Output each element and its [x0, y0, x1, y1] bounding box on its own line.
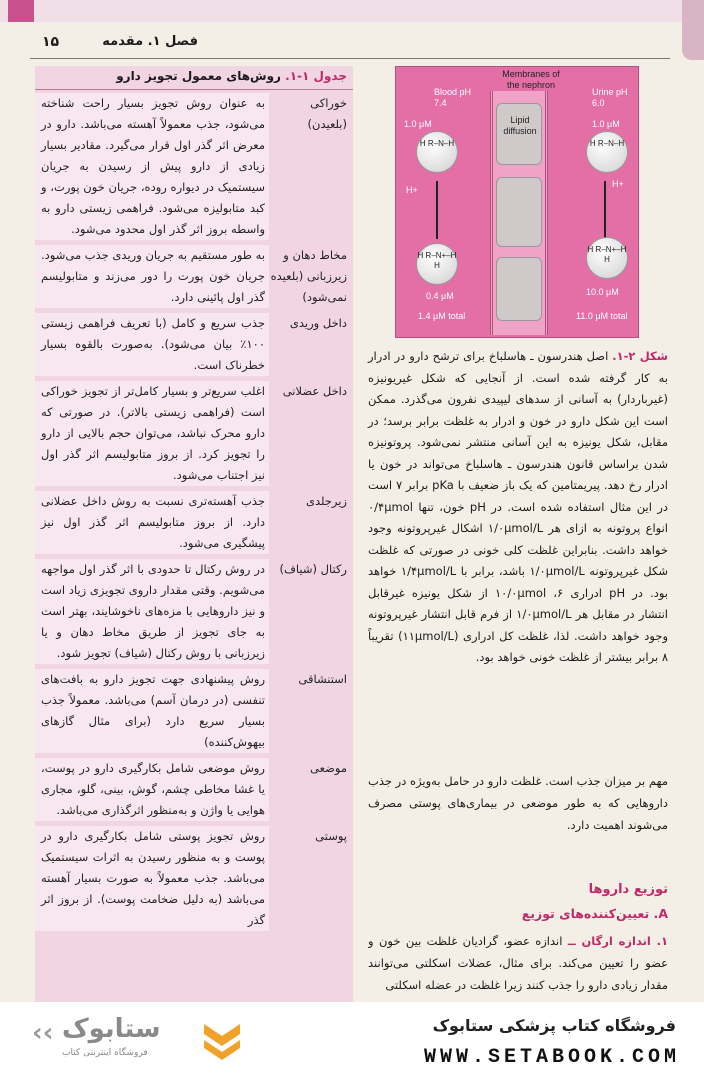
- section-item-text: اندازه عضو، گرادیان غلظت بین خون و عضو را تعیین می‌کند. برای مثال، عضلات اسکلتی می‌توانند مقدار زیادی دارو را جذب کنند زیرا غلظت در عضله اسکلتی: [368, 934, 668, 992]
- store-name: فروشگاه کتاب پزشکی ستابوک: [432, 1016, 676, 1035]
- section-item-label: ۱. اندازه ارگان ــ: [567, 934, 668, 948]
- conc-top-left: 1.0 μM: [404, 119, 432, 129]
- route-name: پوستی: [315, 829, 347, 843]
- route-description: اغلب سریع‌تر و بسیار کامل‌تر از تجویز خوراکی است (فراهمی زیستی بالاتر). در صورتی که دارو محرک نباشد، می‌توان حجم بالایی از دارو را تجویز کرد. از بروز متابولیسم اثر گذر اول نیز اجتناب می‌شود.: [35, 381, 269, 486]
- route-name: داخل عضلانی: [282, 384, 347, 398]
- route-name: خوراکی (بلعیدن): [307, 96, 347, 131]
- figure-caption: [368, 346, 668, 669]
- membrane-box-bottom: [496, 257, 542, 321]
- route-description: به عنوان روش تجویز بسیار راحت شناخته می‌شود، جذب معمولاً آهسته می‌باشد. دارو در معرض اثر گذر اول قرار می‌گیرد. مقادیر بسیار زیادی از دارو پیش از رسیدن به جریان سیستمیک در دیواره روده، جریان خون پورت، و کبد متابولیزه می‌شود. فراهمی زیستی دارو به واسطه بروز اثر گذر اول محدود می‌شود.: [35, 93, 269, 240]
- route-description: جذب آهسته‌تری نسبت به روش داخل عضلانی دارد. از بروز متابولیسم اثر گذر اول نیز پیشگیری می‌شود.: [35, 491, 269, 554]
- molecule-top-right: H R–N–H: [586, 131, 628, 173]
- h-plus-right: H+: [612, 179, 624, 189]
- page-edge: [682, 0, 704, 60]
- table-row: [35, 378, 353, 488]
- lipid-label: Lipid diffusion: [503, 115, 537, 136]
- table-row: [35, 488, 353, 556]
- membranes-label: Membranes of the nephron: [502, 69, 560, 90]
- membrane-box-middle: [496, 177, 542, 247]
- route-description: روش پیشنهادی جهت تجویز دارو به بافت‌های تنفسی (در درمان آسم) می‌باشد. معمولاً جذب بسیار سریع دارد (برای مثال گازهای بیهوش‌کننده): [35, 669, 269, 753]
- caption-text: اصل هندرسون ـ هاسلباخ برای ترشح دارو در ادرار به کار گرفته شده است. از آنجایی که شکل غیریونیزه (غیرباردار) به آسانی از سدهای لیپیدی نفرون می‌گذرد. ممکن است این شکل دارو در خون و ادرار به غلظت برابر برسد؛ در مقابل، شکل یونیزه به این آسانی منتشر نمی‌شود. پروتونیزه شدن براساس قانون هندرسون ـ هاسلباخ می‌تواند در خون یا ادرار رخ دهد. پیریمتامین که یک باز ضعیف با pKa برابر ۷ است در این مثال استفاده شده است. در pH خون، تنها ۰/۴μmol انواع پروتونه به ازای هر ۱/۰μmol/L اشکال غیرپروتونه وجود خواهد داشت. بنابراین غلظت کلی خونی در صورتی که غلظت شکل غیرپروتونه ۱/۰μmol/L باشد، برابر با ۱/۴μmol/L خواهد بود. در pH ادراری ۶، ۱۰/۰μmol از شکل یونیزه غیرقابل انتشار در مقابل هر ۱/۰μmol/L از فرم قابل انتشار غیرپروتونه وجود خواهد داشت. لذا، غلظت کل ادراری (۱۱μmol/L) تقریباً ۸ برابر بیشتر از غلظت خونی خواهد بود.: [368, 349, 669, 664]
- store-banner: [0, 1002, 704, 1080]
- logo-subtitle: فروشگاه اینترنتی کتاب: [62, 1048, 148, 1058]
- conc-bottom-left: 0.4 μM: [426, 291, 454, 301]
- chapter-title: فصل ۱. مقدمه: [102, 34, 198, 49]
- route-name: داخل وریدی: [289, 316, 347, 330]
- table-row: [35, 556, 353, 666]
- prose-continuation: مهم بر میزان جذب است. غلظت دارو در حامل به‌ویژه در جذب داروهایی که به طور موضعی در بیماری‌های پوستی مصرف می‌شوند اهمیت دارد.: [368, 774, 668, 832]
- total-left: 1.4 μM total: [418, 311, 466, 321]
- molecule-bottom-right: H R–N+–H H: [586, 237, 628, 279]
- route-name: موضعی: [310, 761, 347, 775]
- route-name: مخاط دهان و زیرزبانی (بلعیده نمی‌شود): [270, 248, 347, 304]
- routes-table: [35, 66, 353, 1002]
- equilibrium-arrow-right: [604, 181, 606, 239]
- table-row: [35, 310, 353, 378]
- top-color-bar: [0, 0, 704, 22]
- nephron-figure: [395, 66, 639, 338]
- table-row: [35, 666, 353, 755]
- conc-bottom-right: 10.0 μM: [586, 287, 619, 297]
- urine-label: Urine pH 6.0: [592, 87, 628, 108]
- table-row: [35, 90, 353, 242]
- route-description: در روش رکتال تا حدودی با اثر گذر اول مواجهه می‌شویم. وقتی مقدار داروی تجویزی زیاد است و نیز داروهایی با مزه‌های ناخوشایند، بهتر است به جای تجویز از طریق مخاط دهان و یا زیرزبانی با روش رکتال (شیاف) تجویز شود.: [35, 559, 269, 664]
- chapter-tab: [8, 0, 34, 22]
- section-title: توزیع داروها: [588, 882, 668, 897]
- caption-label: شکل ۲-۱.: [612, 349, 668, 363]
- route-description: به طور مستقیم به جریان وریدی جذب می‌شود. جریان خون پورت را دور می‌زند و متابولیسم گذر اول پائینی دارد.: [35, 245, 269, 308]
- table-row: [35, 242, 353, 310]
- route-name: استنشاقی: [298, 672, 347, 686]
- book-logo-icon: [200, 1018, 244, 1062]
- section-subtitle: A. تعیین‌کننده‌های توزیع: [521, 906, 668, 921]
- section-body: [368, 930, 668, 1002]
- table-row: [35, 823, 353, 933]
- table-caption: روش‌های معمول تجویز دارو: [116, 69, 281, 83]
- route-name: رکتال (شیاف): [279, 562, 347, 576]
- route-name: زیرجلدی: [305, 494, 347, 508]
- table-title: [35, 66, 353, 90]
- molecule-bottom-left: H R–N+–H H: [416, 243, 458, 285]
- route-description: جذب سریع و کامل (با تعریف فراهمی زیستی ۱۰۰٪ بیان می‌شود). به‌صورت بالقوه بسیار خطرناک است.: [35, 313, 269, 376]
- route-description: روش موضعی شامل بکارگیری دارو در پوست، یا غشا مخاطی چشم، گوش، بینی، گلو، مجاری هوایی یا واژن و به‌منظور اثرگذاری می‌باشد.: [35, 758, 269, 821]
- table-row: [35, 755, 353, 823]
- h-plus-left: H+: [406, 185, 418, 195]
- logo-wordmark: ستابوک: [62, 1014, 161, 1044]
- chevron-icon: ‹‹: [32, 1018, 54, 1048]
- page-header: [30, 30, 670, 58]
- route-description: روش تجویز پوستی شامل بکارگیری دارو در پوست و به منظور رسیدن به اثرات سیستمیک می‌باشد. جذب معمولاً به صورت بسیار آهسته می‌باشد (به دلیل ضخامت پوست). از بروز اثر گذر: [35, 826, 269, 931]
- page-number: ۱۵: [42, 34, 60, 50]
- total-right: 11.0 μM total: [576, 311, 628, 321]
- blood-label: Blood pH 7.4: [434, 87, 472, 108]
- equilibrium-arrow-left: [436, 181, 438, 239]
- conc-top-right: 1.0 μM: [592, 119, 620, 129]
- store-url[interactable]: WWW.SETABOOK.COM: [423, 1046, 680, 1069]
- molecule-top-left: H R–N–H: [416, 131, 458, 173]
- header-rule: [30, 58, 670, 59]
- table-tag: جدول ۱-۱.: [285, 69, 347, 83]
